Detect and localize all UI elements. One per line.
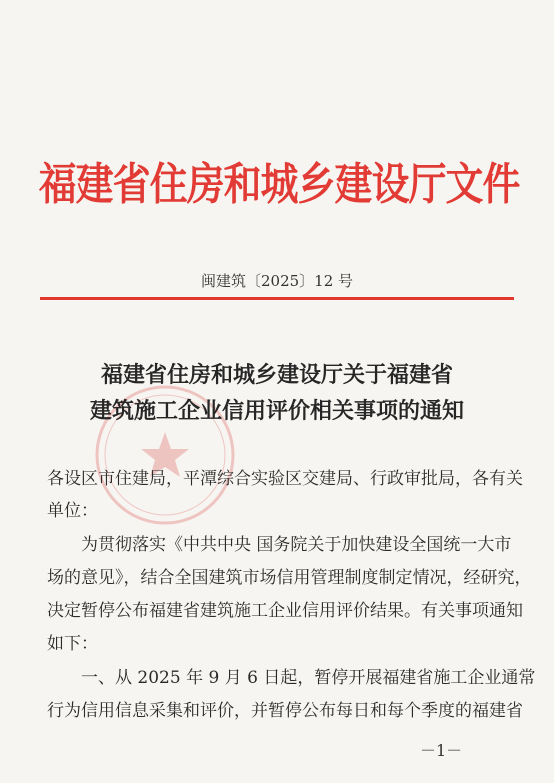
red-divider-line — [40, 297, 514, 300]
notice-title-line-1: 福建省住房和城乡建设厅关于福建省 — [100, 362, 453, 388]
notice-title-line-2: 建筑施工企业信用评价相关事项的通知 — [89, 398, 464, 424]
paragraph-1-line-4: 如下： — [47, 634, 98, 654]
paragraph-1-line-3: 决定暂停公布福建省建筑施工企业信用评价结果。有关事项通知 — [47, 601, 523, 621]
page-number: －1－ — [420, 741, 463, 760]
document-number: 闽建筑〔2025〕12 号 — [200, 272, 354, 290]
addressee-line-1: 各设区市住建局，平潭综合实验区交建局、行政审批局，各有关 — [47, 469, 523, 489]
paragraph-2-line-1: 一、从 2025 年 9 月 6 日起，暂停开展福建省施工企业通常 — [81, 668, 536, 688]
addressee-line-2: 单位： — [47, 501, 98, 521]
paragraph-2-line-2: 行为信用信息采集和评价，并暂停公布每日和每个季度的福建省 — [47, 701, 523, 721]
issuing-authority-title: 福建省住房和城乡建设厅文件 — [38, 159, 520, 210]
paragraph-1-line-1: 为贯彻落实《中共中央 国务院关于加快建设全国统一大市 — [81, 535, 512, 555]
paragraph-1-line-2: 场的意见》，结合全国建筑市场信用管理制度制定情况，经研究， — [47, 568, 532, 588]
